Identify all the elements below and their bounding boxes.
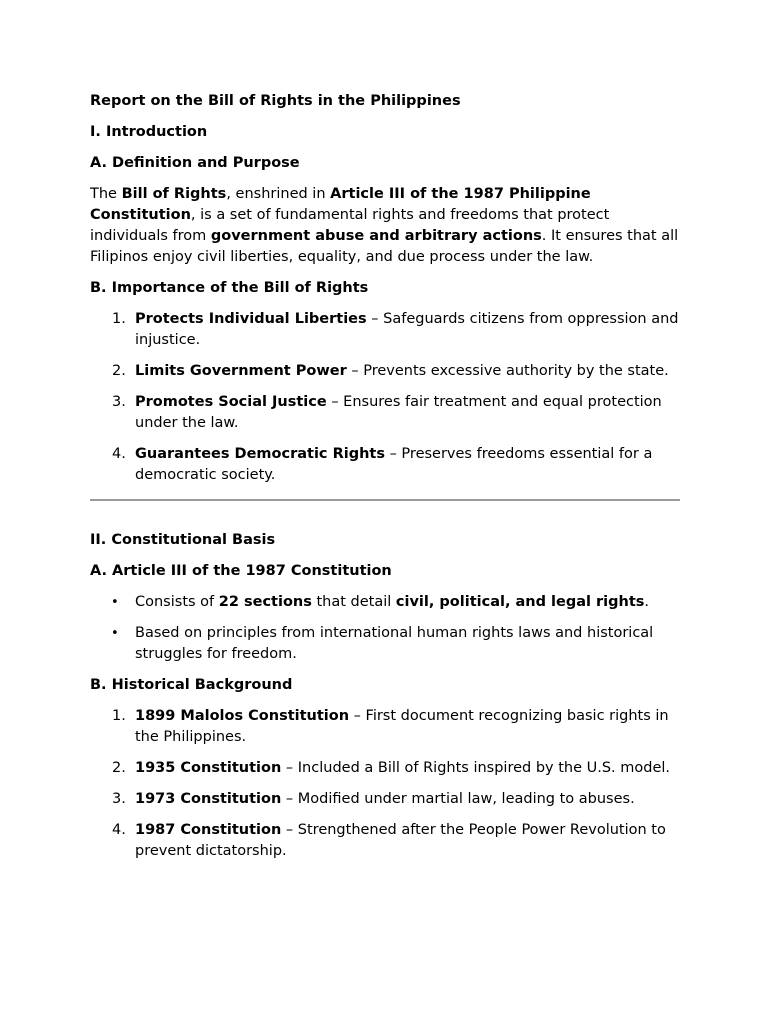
list-item [90, 309, 680, 351]
importance-list [90, 309, 680, 486]
list-number: 2. [112, 760, 126, 776]
text-run: , enshrined in [226, 186, 331, 202]
list-item [90, 789, 680, 810]
list-item-title: Limits Government Power [135, 363, 347, 379]
list-item [90, 444, 680, 486]
subheading-importance: B. Importance of the Bill of Rights [90, 280, 369, 296]
document-content [90, 91, 680, 872]
list-item-title: Promotes Social Justice [135, 394, 327, 410]
bullet-item [90, 592, 680, 613]
bullet-dot-icon: • [111, 626, 119, 641]
bullet-item [90, 623, 680, 665]
subheading-historical-background: B. Historical Background [90, 677, 293, 693]
list-item-text: – Modified under martial law, leading to abuses. [281, 791, 635, 807]
text-run: The [90, 186, 122, 202]
text-run: that detail [311, 594, 396, 610]
section-heading-introduction: I. Introduction [90, 124, 208, 140]
list-item-title: Guarantees Democratic Rights [135, 446, 385, 462]
section-divider [90, 499, 680, 501]
text-run: . [644, 594, 650, 610]
list-item-title: 1973 Constitution [135, 791, 282, 807]
list-item-text: – Strengthened after the People Power Revolution to prevent dictatorship. [135, 822, 666, 859]
list-number: 2. [112, 363, 126, 379]
list-number: 3. [112, 791, 126, 807]
text-run: Based on principles from international human rights laws and historical struggles for freedom. [135, 625, 654, 662]
list-item [90, 392, 680, 434]
list-item-text: – Safeguards citizens from oppression and injustice. [135, 311, 679, 348]
list-item-text: – First document recognizing basic rights in the Philippines. [135, 708, 669, 745]
bold-text-run: civil, political, and legal rights [395, 594, 645, 610]
list-item-title: 1987 Constitution [135, 822, 282, 838]
list-number: 4. [112, 446, 126, 462]
bold-text-run: government abuse and arbitrary actions [210, 228, 542, 244]
list-item [90, 706, 680, 748]
list-item-text: – Included a Bill of Rights inspired by the U.S. model. [281, 760, 671, 776]
bold-text-run: Article III of the 1987 Philippine Constitution [90, 186, 591, 223]
list-number: 3. [112, 394, 126, 410]
list-item [90, 820, 680, 862]
list-item-text: – Ensures fair treatment and equal protection under the law. [135, 394, 662, 431]
list-item-text: – Preserves freedoms essential for a democratic society. [135, 446, 653, 483]
list-number: 4. [112, 822, 126, 838]
definition-paragraph [90, 184, 680, 268]
history-list [90, 706, 680, 862]
document-title: Report on the Bill of Rights in the Philippines [90, 93, 461, 109]
bold-text-run: Bill of Rights [121, 186, 227, 202]
subheading-definition-and-purpose: A. Definition and Purpose [90, 155, 300, 171]
text-run: , is a set of fundamental rights and freedoms that protect individuals from [90, 207, 610, 244]
list-item [90, 361, 680, 382]
bullet-dot-icon: • [111, 595, 119, 610]
article-iii-bullets [90, 592, 680, 665]
list-item-title: Protects Individual Liberties [135, 311, 367, 327]
text-run: . It ensures that all Filipinos enjoy civil liberties, equality, and due process under the law. [90, 228, 679, 265]
bold-text-run: 22 sections [218, 594, 312, 610]
list-item-title: 1899 Malolos Constitution [135, 708, 350, 724]
text-run: Consists of [135, 594, 219, 610]
list-number: 1. [112, 311, 126, 327]
list-item-text: – Prevents excessive authority by the state. [346, 363, 669, 379]
list-item [90, 758, 680, 779]
section-heading-constitutional-basis: II. Constitutional Basis [90, 532, 276, 548]
list-item-title: 1935 Constitution [135, 760, 282, 776]
subheading-article-iii: A. Article III of the 1987 Constitution [90, 563, 392, 579]
list-number: 1. [112, 708, 126, 724]
